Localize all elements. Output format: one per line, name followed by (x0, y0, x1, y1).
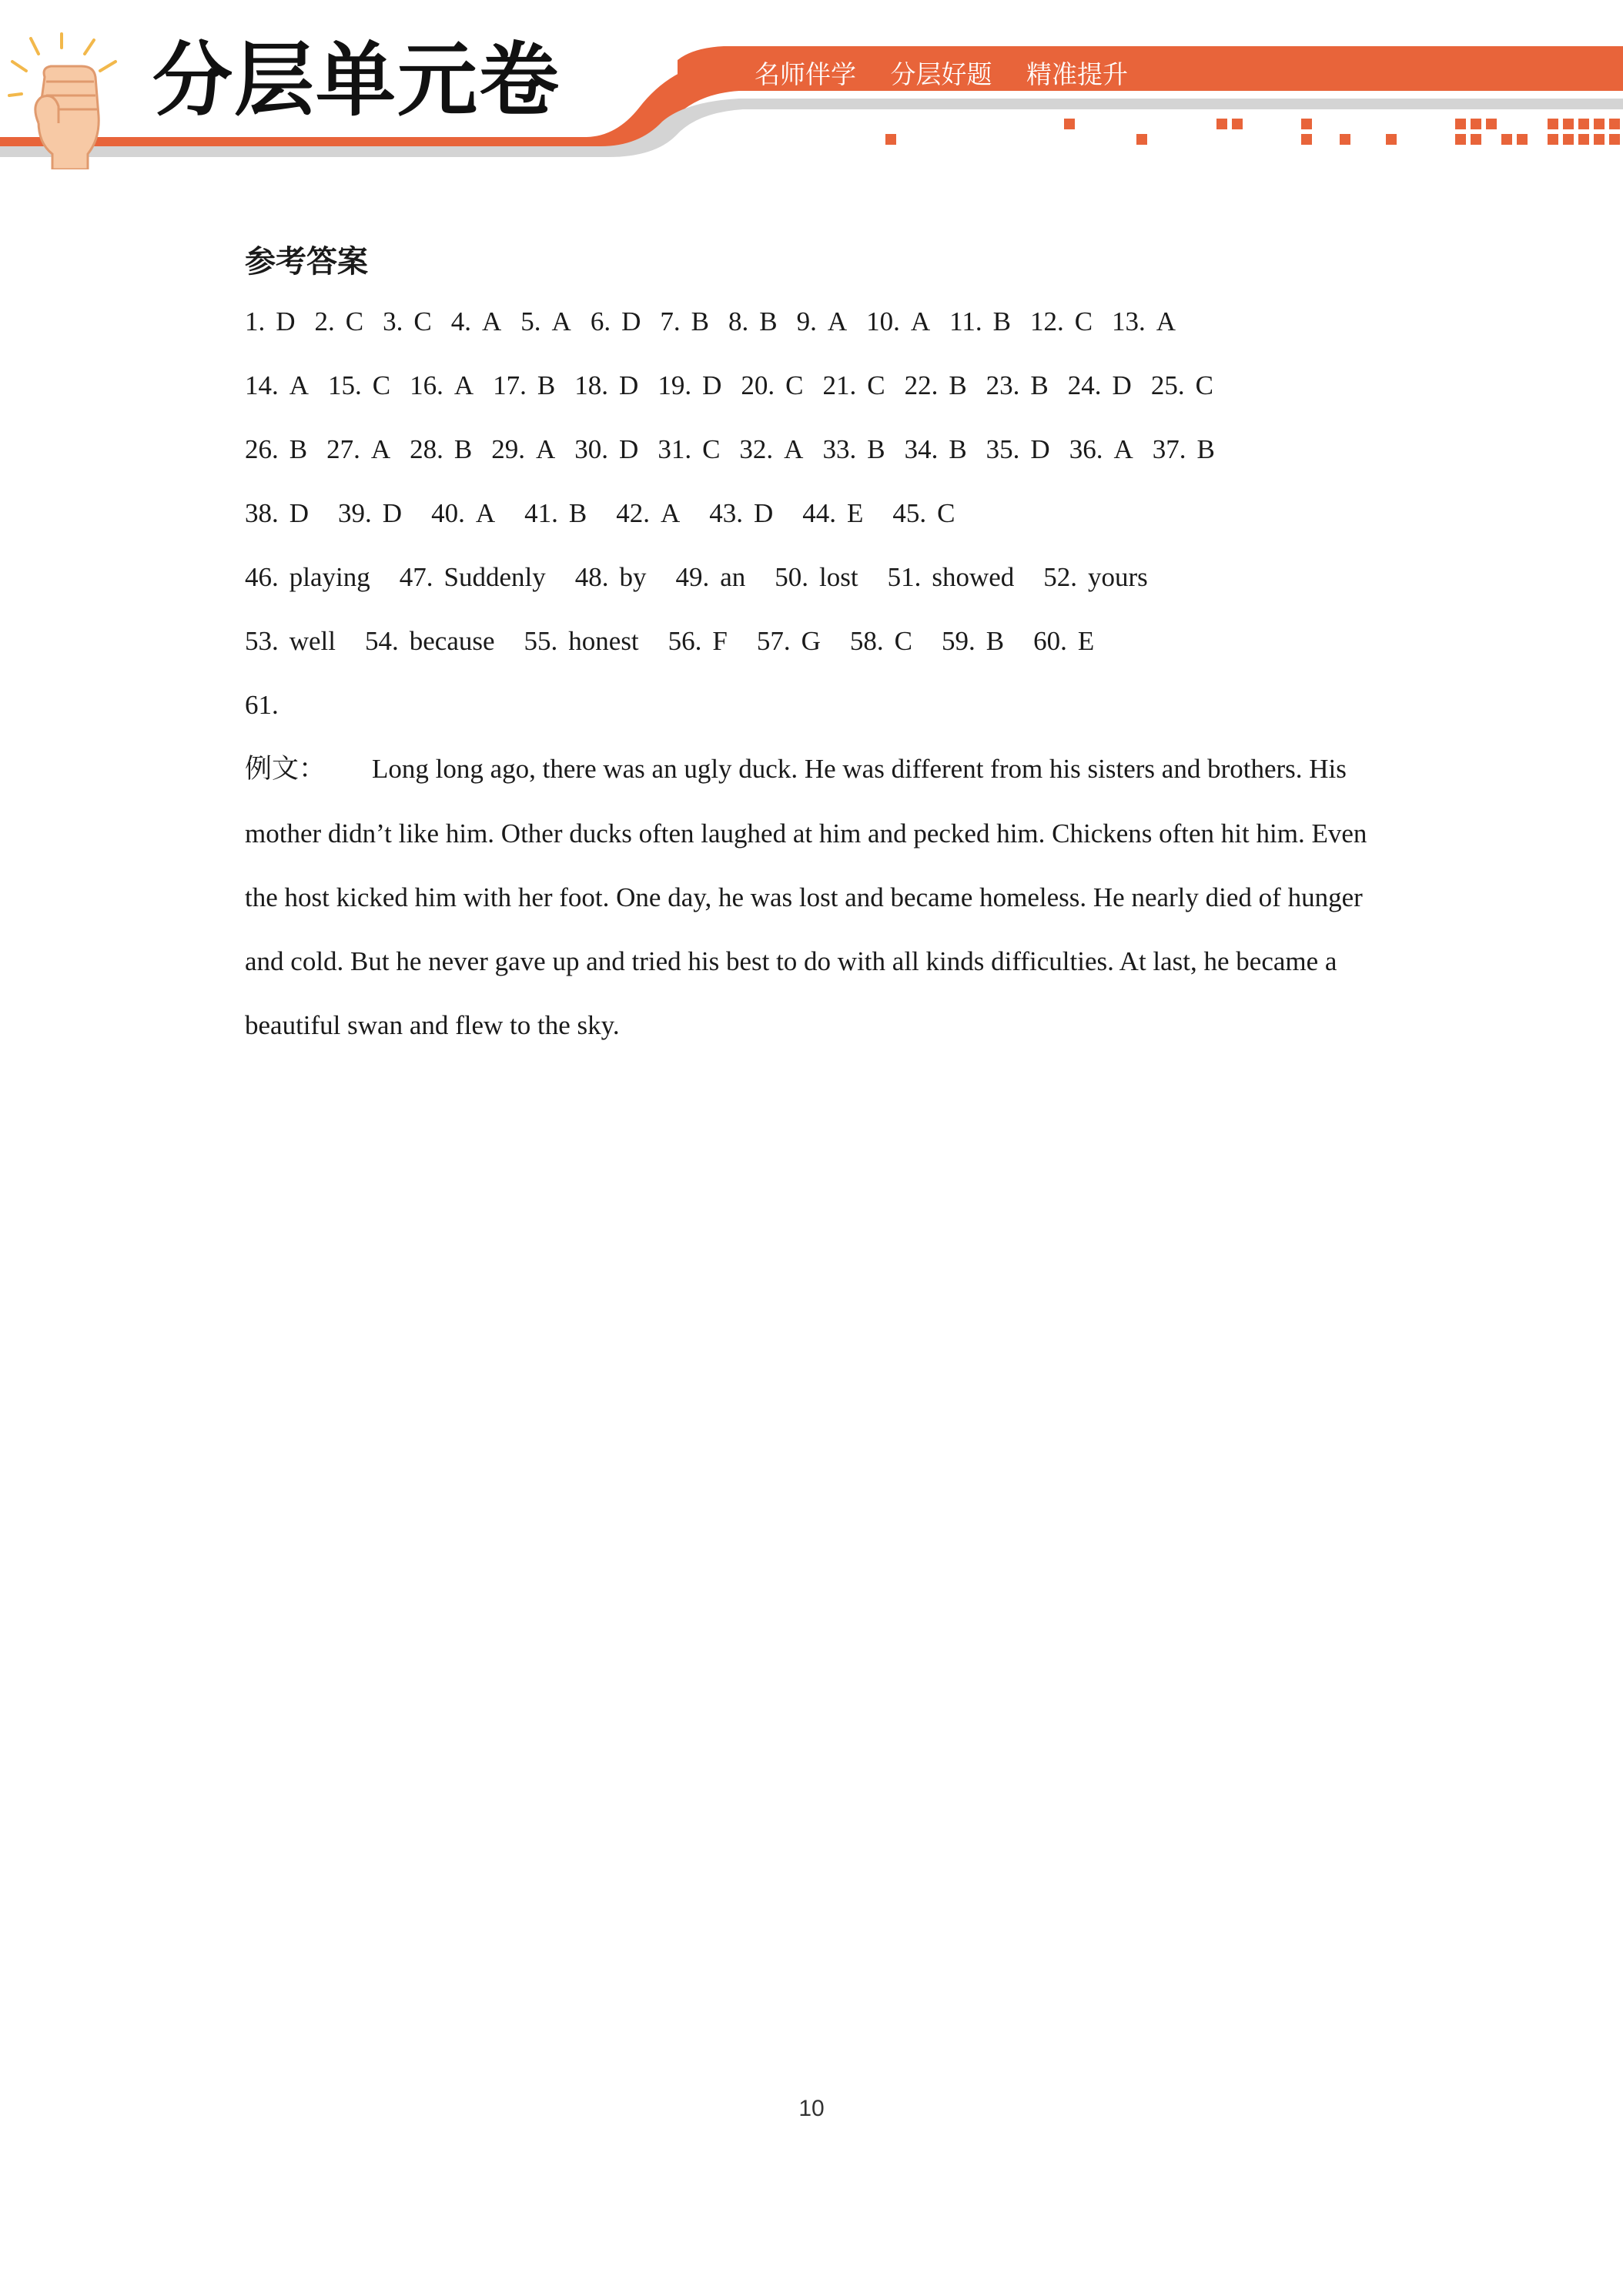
answer-item (658, 353, 721, 417)
answer-item (728, 290, 778, 353)
answer-item (328, 353, 390, 417)
answer-value: C (345, 306, 364, 336)
answer-item (1030, 290, 1093, 353)
answer-item (660, 290, 709, 353)
answer-number: 31. (658, 434, 692, 464)
answer-row (245, 545, 1400, 609)
answer-value: B (453, 434, 473, 464)
answer-item (338, 481, 402, 545)
answer-number: 41. (524, 498, 558, 528)
answer-number: 27. (326, 434, 360, 464)
answer-number: 6. (590, 306, 611, 336)
answer-number: 18. (574, 370, 609, 400)
answer-value: honest (568, 626, 639, 656)
answer-item (245, 545, 370, 609)
answer-value: A (551, 306, 571, 336)
answer-value: A (910, 306, 931, 336)
essay-label: 例文： (245, 754, 326, 785)
answer-item (675, 545, 745, 609)
answer-row (245, 290, 1400, 353)
answer-value: an (720, 562, 746, 592)
answer-value: G (801, 626, 821, 656)
answer-number: 4. (450, 306, 471, 336)
answer-item (591, 290, 641, 353)
answer-item (658, 417, 720, 481)
answer-value: D (621, 306, 641, 336)
answer-number: 26. (245, 434, 279, 464)
answer-key-content (245, 231, 1400, 1057)
answer-value: D (1030, 434, 1050, 464)
answer-number: 25. (1150, 370, 1185, 400)
answer-item (797, 290, 848, 353)
answer-number: 52. (1043, 562, 1078, 592)
answer-item (741, 353, 803, 417)
answer-value: B (949, 434, 967, 464)
answer-item (410, 417, 472, 481)
answer-number: 13. (1112, 306, 1146, 336)
answer-item (1068, 353, 1132, 417)
answer-number: 39. (338, 498, 372, 528)
answer-number: 60. (1033, 626, 1067, 656)
answer-number: 55. (524, 626, 558, 656)
answer-value: C (1195, 370, 1213, 400)
answer-item (905, 353, 967, 417)
answer-number: 11. (949, 306, 982, 336)
answer-item (245, 481, 309, 545)
answer-number: 29. (491, 434, 525, 464)
answer-value: B (759, 306, 778, 336)
answer-item (383, 290, 432, 353)
answer-value: A (370, 434, 391, 464)
answer-value: B (992, 306, 1011, 336)
slogan-item: 精准提升 (1026, 59, 1128, 89)
answer-item (493, 353, 555, 417)
answer-value: B (1196, 434, 1215, 464)
page-number: 10 (798, 2096, 825, 2121)
answer-value: B (949, 370, 967, 400)
answer-item (410, 353, 474, 417)
answer-value: A (1156, 306, 1176, 336)
answer-number: 17. (493, 370, 527, 400)
answer-number: 48. (574, 562, 609, 592)
answer-value: B (289, 434, 308, 464)
answer-value: lost (819, 562, 858, 592)
answer-value: playing (289, 562, 370, 592)
answer-number: 38. (245, 498, 279, 528)
answer-value: C (937, 498, 955, 528)
answer-number: 7. (660, 306, 681, 336)
sample-essay (245, 737, 1384, 1057)
answer-value: D (619, 434, 639, 464)
answer-number: 34. (904, 434, 939, 464)
answer-value: D (753, 498, 774, 528)
answer-number: 3. (383, 306, 403, 336)
answer-value: C (702, 434, 721, 464)
answer-item (822, 417, 885, 481)
answer-item (1043, 545, 1148, 609)
answer-number: 54. (365, 626, 399, 656)
answer-number: 53. (245, 626, 279, 656)
answer-item (1153, 417, 1215, 481)
answer-item (524, 609, 639, 673)
brand-title: 分层单元卷 (152, 33, 561, 127)
answer-number: 14. (245, 370, 279, 400)
answer-item (986, 417, 1050, 481)
answer-value: A (660, 498, 681, 528)
answer-row (245, 353, 1400, 417)
answer-number: 23. (986, 370, 1020, 400)
answer-number: 40. (431, 498, 465, 528)
answer-item (668, 609, 728, 673)
answer-item (400, 545, 546, 609)
answer-item (431, 481, 495, 545)
answer-item (888, 545, 1015, 609)
answer-number: 47. (399, 562, 433, 592)
answer-number: 20. (741, 370, 775, 400)
answer-number: 8. (728, 306, 749, 336)
answer-number: 43. (709, 498, 743, 528)
answer-value: C (372, 370, 391, 400)
answer-item (524, 481, 587, 545)
answer-number: 24. (1067, 370, 1102, 400)
answer-value: C (785, 370, 804, 400)
answer-value: yours (1088, 562, 1148, 592)
answer-item (245, 290, 296, 353)
answer-value: B (867, 434, 885, 464)
answer-row (245, 673, 1400, 737)
answer-value: B (537, 370, 556, 400)
answer-value: because (409, 626, 495, 656)
answer-value: Suddenly (443, 562, 546, 592)
answer-item (326, 417, 390, 481)
answer-value: C (1074, 306, 1093, 336)
answer-item (365, 609, 495, 673)
answer-value: D (289, 498, 310, 528)
answer-item (802, 481, 863, 545)
answer-item (616, 481, 680, 545)
answer-number: 9. (796, 306, 817, 336)
answer-number: 46. (245, 562, 279, 592)
slogan-item: 名师伴学 (755, 59, 856, 89)
answer-number: 59. (942, 626, 975, 656)
answer-value: well (289, 626, 336, 656)
answer-item (1069, 417, 1133, 481)
answer-value: E (1077, 626, 1095, 656)
answer-number: 19. (658, 370, 692, 400)
answer-number: 61. (245, 690, 279, 720)
answer-number: 10. (866, 306, 900, 336)
answer-value: D (382, 498, 403, 528)
answer-item (739, 417, 803, 481)
answer-number: 32. (739, 434, 774, 464)
answer-number: 56. (668, 626, 702, 656)
answer-row (245, 417, 1400, 481)
answer-value: B (568, 498, 587, 528)
answer-item (491, 417, 555, 481)
answer-value: A (289, 370, 310, 400)
answer-item (822, 353, 885, 417)
answer-value: F (712, 626, 728, 656)
answer-item (574, 353, 638, 417)
answer-number: 45. (892, 498, 927, 528)
answer-number: 15. (328, 370, 362, 400)
answer-number: 30. (574, 434, 609, 464)
answer-number: 12. (1029, 306, 1064, 336)
answer-value: D (1112, 370, 1132, 400)
answer-item (986, 353, 1049, 417)
answer-number: 37. (1152, 434, 1186, 464)
answer-value: C (413, 306, 432, 336)
answer-number: 44. (802, 498, 837, 528)
answer-value: B (1030, 370, 1049, 400)
answer-number: 2. (314, 306, 335, 336)
answer-row (245, 609, 1400, 673)
answer-item (949, 290, 1011, 353)
answer-number: 50. (775, 562, 809, 592)
answer-value: E (847, 498, 864, 528)
answer-value: showed (932, 562, 1015, 592)
answer-number: 57. (756, 626, 791, 656)
answer-item (575, 545, 647, 609)
answer-number: 28. (410, 434, 443, 464)
essay-text: Long long ago, there was an ugly duck. He was different from his sisters and brothers. His mother didn’t like him. Other ducks often laughed at him and pecked him. Chickens often hit him. Even the host kicked him with her foot. One day, he was lost and became homeless. He nearly died of hunger and cold. But he never gave up and tried his best to do with all kinds difficulties. At last, he became a beautiful swan and flew to the sky. (245, 754, 1367, 1040)
answer-value: A (1113, 434, 1133, 464)
answer-list (245, 290, 1400, 737)
answer-number: 5. (520, 306, 541, 336)
answer-row (245, 481, 1400, 545)
answer-value: A (536, 434, 556, 464)
answer-number: 1. (245, 306, 266, 336)
header-slogan (755, 59, 1154, 89)
answer-value: C (867, 370, 885, 400)
answer-item (245, 417, 307, 481)
answer-number: 22. (904, 370, 939, 400)
answer-item (451, 290, 502, 353)
answer-item (1033, 609, 1094, 673)
answer-item (850, 609, 912, 673)
answer-value: D (619, 370, 639, 400)
slogan-item: 分层好题 (890, 59, 992, 89)
answer-value: A (453, 370, 474, 400)
answer-value: C (894, 626, 913, 656)
answer-number: 49. (675, 562, 710, 592)
answer-value: D (276, 306, 296, 336)
answer-item (1151, 353, 1213, 417)
answer-item (905, 417, 967, 481)
answer-item (757, 609, 821, 673)
answer-value: A (827, 306, 848, 336)
answer-item (1112, 290, 1176, 353)
answer-item (709, 481, 773, 545)
answer-number: 21. (822, 370, 857, 400)
answer-number: 36. (1069, 434, 1103, 464)
answer-value: D (702, 370, 722, 400)
answer-item (245, 673, 289, 737)
answer-number: 16. (410, 370, 443, 400)
answer-number: 33. (822, 434, 857, 464)
answer-number: 51. (887, 562, 922, 592)
answer-value: A (475, 498, 496, 528)
answer-value: B (986, 626, 1005, 656)
answer-item (866, 290, 930, 353)
answer-number: 42. (616, 498, 650, 528)
answer-item (775, 545, 858, 609)
section-title: 参考答案 (245, 244, 368, 279)
answer-number: 58. (849, 626, 884, 656)
answer-item (574, 417, 638, 481)
answer-item (245, 609, 336, 673)
fist-icon (8, 31, 139, 169)
answer-value: by (619, 562, 647, 592)
answer-value: A (784, 434, 804, 464)
answer-value: B (691, 306, 709, 336)
page-header (0, 0, 1623, 177)
answer-value: A (482, 306, 502, 336)
answer-item (942, 609, 1004, 673)
answer-item (245, 353, 309, 417)
answer-item (520, 290, 571, 353)
answer-number: 35. (986, 434, 1020, 464)
answer-item (892, 481, 955, 545)
answer-item (315, 290, 364, 353)
